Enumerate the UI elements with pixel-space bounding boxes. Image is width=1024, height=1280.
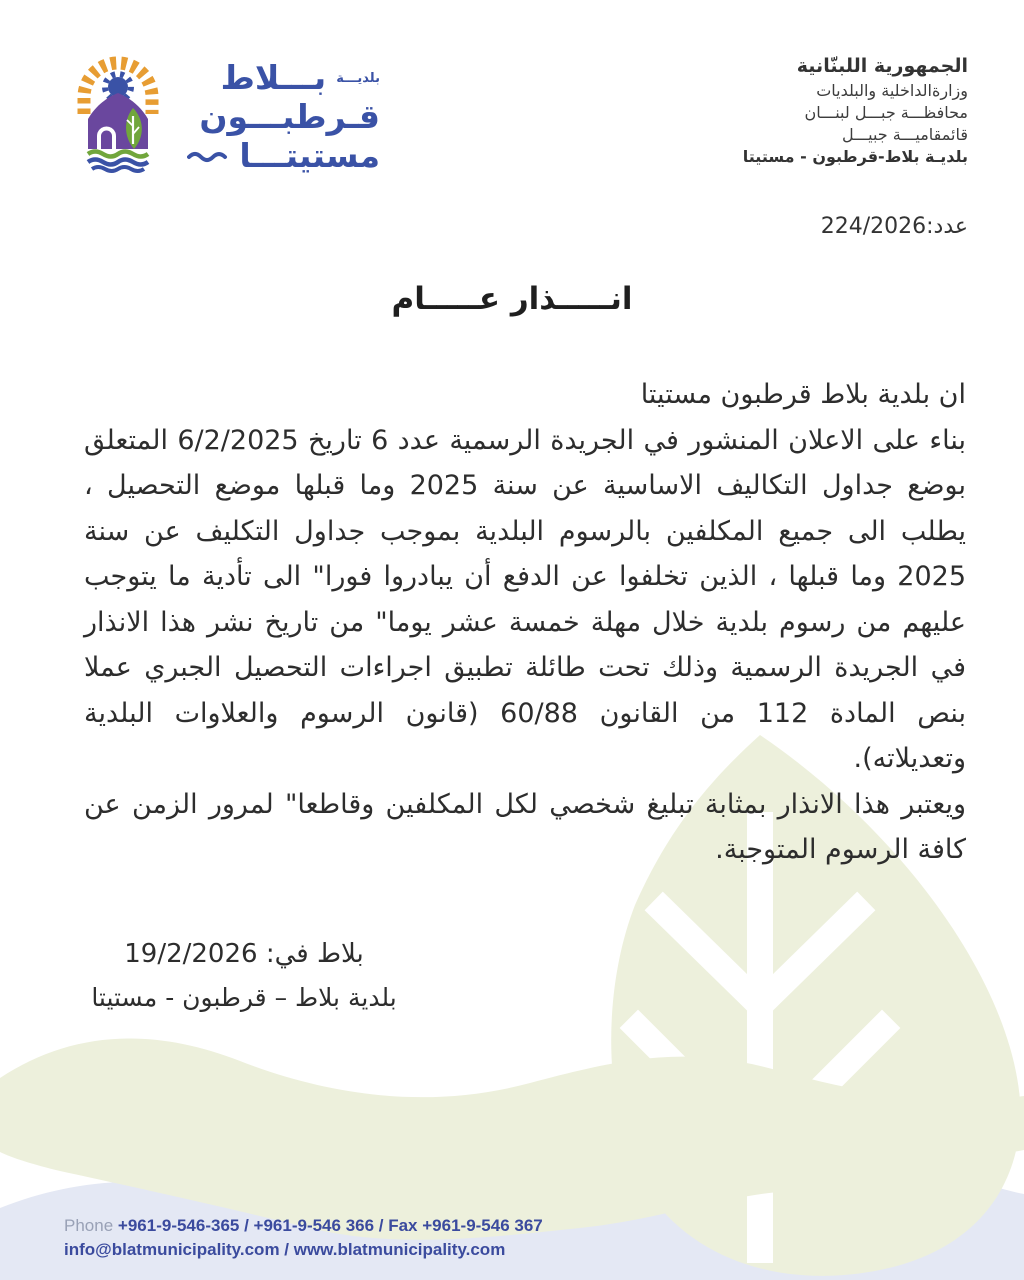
body-line-p2-l2: بوضع جداول التكاليف الاساسية عن سنة 2025 وما قبلها موضع التحصيل ، <box>84 470 967 501</box>
official-header <box>743 55 968 168</box>
body-line-p2-l3: يطلب الى جميع المكلفين بالرسوم البلدية بموجب جداول التكليف عن سنة <box>84 515 966 547</box>
logo-word-blat: بـــلاط <box>220 58 327 97</box>
phone-numbers: +961-9-546-365 / +961-9-546 366 / Fax +961-9-546 367 <box>117 1216 543 1235</box>
official-header-line-5: بلديـة بلاط-قرطبون - مستيتا <box>742 147 968 166</box>
phone-label: Phone <box>64 1216 114 1235</box>
official-header-line-4: قائمقاميـــة جبيـــل <box>841 125 968 144</box>
body-line-p2-l8: وتعديلاته). <box>853 743 966 774</box>
logo-word-baladiya: بلديـــة <box>336 70 380 86</box>
signature-municipality: بلدية بلاط – قرطبون - مستيتا <box>91 983 397 1012</box>
official-header-line-1: الجمهورية اللبنّانية <box>796 55 968 77</box>
official-header-line-3: محافظـــة جبـــل لبنـــان <box>804 103 968 122</box>
notice-body <box>84 372 966 873</box>
logo-word-qartaboun: قـرطبـــون <box>199 97 380 136</box>
logo-word-mistita: مستيتـــا <box>239 136 380 175</box>
footer-contact <box>64 1214 543 1262</box>
body-line-p2-l5: عليهم من رسوم بلدية خلال مهلة خمسة عشر يوما" من تاريخ نشر هذا الانذار <box>84 606 966 638</box>
logo-wave-icon <box>187 149 231 163</box>
body-line-p3-l2: كافة الرسوم المتوجبة. <box>715 834 966 865</box>
signature-block <box>58 932 430 1020</box>
body-line-p2-l6: في الجريدة الرسمية وذلك تحت طائلة تطبيق اجراءات التحصيل الجبري عملا <box>84 652 966 683</box>
official-header-line-2: وزارةالداخلية والبلديات <box>816 81 968 100</box>
body-line-p2-l4: 2025 وما قبلها ، الذين تخلفوا عن الدفع أن يبادروا فورا" الى تأدية ما يتوجب <box>84 561 966 592</box>
signature-date: بلاط في: 19/2/2026 <box>124 939 364 969</box>
footer-web-line: info@blatmunicipality.com / www.blatmunicipality.com <box>64 1240 506 1259</box>
body-line-p1-l1: ان بلدية بلاط قرطبون مستيتا <box>640 379 966 410</box>
body-line-p2-l7: بنص المادة 112 من القانون 60/88 (قانون الرسوم والعلاوات البلدية <box>84 697 966 729</box>
document-number: عدد:224/2026 <box>820 214 968 239</box>
body-line-p2-l1: بناء على الاعلان المنشور في الجريدة الرسمية عدد 6 تاريخ 6/2/2025 المتعلق <box>84 424 967 456</box>
page-title: انـــــذار عـــــام <box>391 281 633 317</box>
footer-phone-line <box>64 1214 543 1238</box>
municipality-logo-wordmark <box>168 58 380 176</box>
municipality-logo-icon <box>76 56 160 174</box>
body-line-p3-l1: ويعتبر هذا الانذار بمثابة تبليغ شخصي لكل المكلفين وقاطعا" لمرور الزمن عن <box>84 788 966 820</box>
